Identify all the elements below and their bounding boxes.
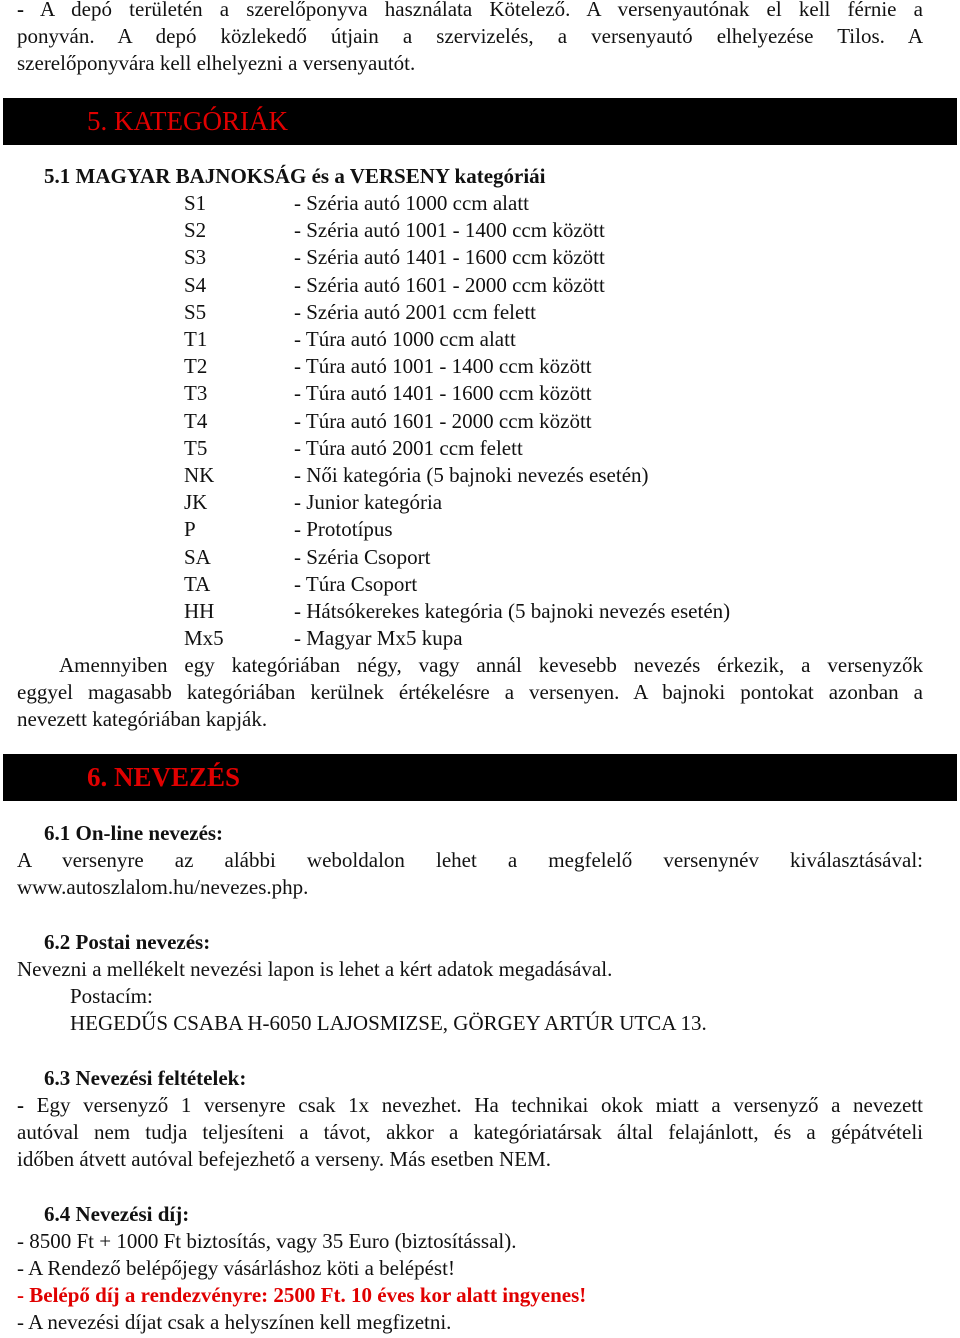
fee-line-4: - A nevezési díjat csak a helyszínen kell megfizetni. (17, 1310, 452, 1334)
section-6-2-title: 6.2 Postai nevezés: (44, 930, 211, 954)
category-description: - Túra autó 2001 ccm felett (294, 435, 523, 460)
category-row (0, 244, 960, 271)
category-code: TA (184, 571, 211, 596)
category-code: S3 (184, 245, 207, 270)
category-description: - Női kategória (5 bajnoki nevezés esetén) (294, 463, 649, 487)
category-row (0, 489, 960, 516)
category-description: - Széria autó 1001 - 1400 ccm között (294, 218, 605, 243)
category-row (0, 625, 960, 652)
section-5-1-title: 5.1 MAGYAR BAJNOKSÁG és a VERSENY kategóriái (44, 164, 546, 188)
category-description: - Hátsókerekes kategória (5 bajnoki nevezés esetén) (294, 599, 731, 623)
category-code: T1 (184, 327, 208, 351)
category-row (0, 353, 960, 380)
category-row (0, 299, 960, 326)
note-line-1: Amennyiben egy kategóriában négy, vagy annál kevesebb nevezés érkezik, a versenyzők (59, 653, 923, 677)
category-row (0, 571, 960, 598)
section-6-3-title: 6.3 Nevezési feltételek: (44, 1066, 247, 1090)
category-description: - Túra autó 1001 - 1400 ccm között (294, 354, 592, 379)
fee-line-1: - 8500 Ft + 1000 Ft biztosítás, vagy 35 Euro (biztosítással). (17, 1229, 517, 1253)
category-code: Mx5 (184, 626, 224, 651)
category-code: HH (184, 599, 215, 623)
category-description: - Túra autó 1601 - 2000 ccm között (294, 408, 592, 433)
section-6-4-title: 6.4 Nevezési díj: (44, 1202, 190, 1226)
category-code: S2 (184, 218, 207, 243)
section-6-1-line-1: A versenyre az alábbi weboldalon lehet a megfelelő versenynév kiválasztásával: (17, 848, 923, 872)
category-row (0, 326, 960, 353)
intro-line-2: ponyván. A depó közlekedő útjain a szervizelés, a versenyautó elhelyezése Tilos. A (17, 24, 923, 48)
category-row (0, 272, 960, 299)
category-code: S4 (184, 272, 207, 297)
category-code: T3 (184, 381, 208, 406)
category-row (0, 435, 960, 462)
category-code: NK (184, 463, 215, 487)
category-description: - Túra autó 1000 ccm alatt (294, 327, 516, 351)
intro-text-1-rest: A depó területén a szerelőponyva használata Kötelező. A versenyautónak el kell férnie a (24, 0, 923, 21)
category-description: - Prototípus (294, 517, 393, 542)
category-description: - Magyar Mx5 kupa (294, 626, 463, 651)
category-row (0, 217, 960, 244)
category-row (0, 544, 960, 571)
category-description: - Junior kategória (294, 490, 443, 515)
section-6-3-line-2: autóval nem tudja teljesíteni a távot, akkor a kategóriatársak által felajánlott, és a gépátvételi (17, 1120, 923, 1144)
intro-dash: - (17, 0, 24, 21)
section-6-1-url: www.autoszlalom.hu/nevezes.php. (17, 875, 309, 899)
category-row (0, 462, 960, 489)
postal-address: HEGEDŰS CSABA H-6050 LAJOSMIZSE, GÖRGEY ARTÚR UTCA 13. (70, 1011, 707, 1035)
category-description: - Széria autó 1401 - 1600 ccm között (294, 245, 605, 270)
category-description: - Széria autó 1601 - 2000 ccm között (294, 272, 605, 297)
section-6-title: 6. NEVEZÉS (87, 762, 241, 792)
intro-line-1 (17, 0, 923, 23)
category-code: P (184, 517, 196, 542)
section-6-3-line-1 (17, 1092, 923, 1119)
category-code: T4 (184, 408, 208, 433)
intro-line-3: szerelőponyvára kell elhelyezni a versenyautót. (17, 51, 416, 75)
category-row (0, 190, 960, 217)
category-description: - Túra autó 1401 - 1600 ccm között (294, 381, 592, 406)
postal-address-label: Postacím: (70, 984, 153, 1008)
section-6-3-dash: - (17, 1093, 24, 1117)
category-code: JK (184, 490, 208, 515)
fee-line-2: - A Rendező belépőjegy vásárláshoz köti a belépést! (17, 1256, 455, 1280)
note-line-2: eggyel magasabb kategóriában kerülnek értékelésre a versenyen. A bajnoki pontokat azonban a (17, 680, 923, 704)
category-description: - Túra Csoport (294, 571, 418, 596)
section-6-2-line-1: Nevezni a mellékelt nevezési lapon is lehet a kért adatok megadásával. (17, 957, 613, 981)
section-6-3-line-1-text: Egy versenyző 1 versenyre csak 1x nevezhet. Ha technikai okok miatt a versenyző a nevezett (24, 1093, 923, 1117)
category-code: T2 (184, 354, 208, 379)
category-row (0, 380, 960, 407)
section-6-header-bar (3, 754, 957, 801)
category-row (0, 598, 960, 625)
category-description: - Széria autó 1000 ccm alatt (294, 191, 529, 215)
fee-line-3-highlight: - Belépő díj a rendezvényre: 2500 Ft. 10 éves kor alatt ingyenes! (17, 1283, 587, 1307)
section-6-3-line-3: időben átvett autóval befejezhető a verseny. Más esetben NEM. (17, 1147, 551, 1171)
section-6-1-title: 6.1 On-line nevezés: (44, 821, 224, 845)
section-5-title: 5. KATEGÓRIÁK (87, 106, 288, 136)
category-row (0, 516, 960, 543)
section-5-header-bar (3, 98, 957, 145)
category-code: S1 (184, 191, 207, 215)
category-code: S5 (184, 299, 207, 324)
note-line-3: nevezett kategóriában kapják. (17, 707, 268, 731)
category-description: - Széria Csoport (294, 544, 431, 569)
category-code: SA (184, 544, 211, 569)
category-code: T5 (184, 435, 208, 460)
category-row (0, 408, 960, 435)
category-description: - Széria autó 2001 ccm felett (294, 299, 536, 324)
